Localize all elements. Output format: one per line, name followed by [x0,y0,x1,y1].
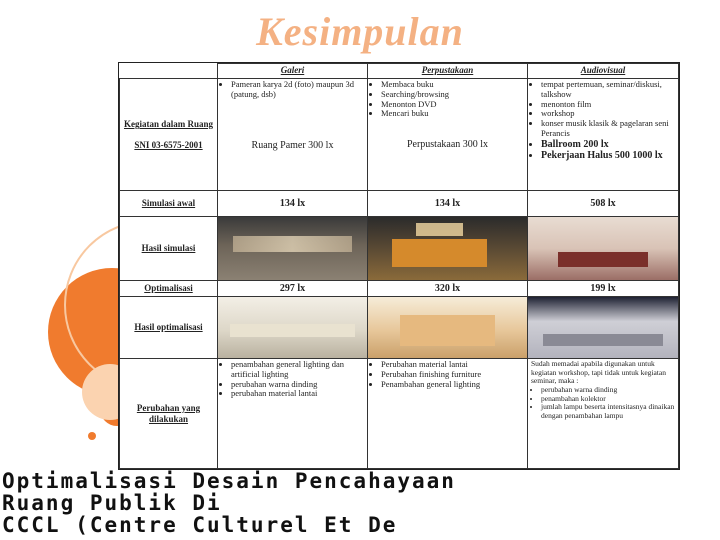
standard-pekerjaan-halus: • Pekerjaan Halus 500 1000 lx [541,150,675,162]
activity-item: • workshop [541,109,675,119]
row-label-change: Perubahan yang dilakukan [120,359,218,469]
activity-label-text: Kegiatan dalam Ruang [123,119,213,130]
activity-item: • Pameran karya 2d (foto) maupun 3d (patung, dsb) [231,80,364,100]
footer-line: Optimalisasi Desain Pencahayaan [2,469,456,493]
change-item: • penambahan general lighting dan artificial lighting [231,360,364,380]
sim-value-audiovisual: 508 lx [528,191,679,217]
sim-value-perpustakaan: 134 lx [368,191,528,217]
cell-activity-perpustakaan [368,79,528,191]
change-item: • perubahan warna dinding [231,380,364,390]
standard-ballroom: • Ballroom 200 lx [541,139,675,151]
render-opt-perpustakaan [368,297,528,359]
activity-item: • Mencari buku [381,109,524,119]
col-header-audiovisual: Audiovisual [528,64,679,79]
row-label-opt: Optimalisasi [120,281,218,297]
render-sim-perpustakaan [368,217,528,281]
corner-cell [120,64,218,79]
activity-item: • menonton film [541,100,675,110]
cell-change-perpustakaan [368,359,528,469]
activity-item: • Searching/browsing [381,90,524,100]
opt-value-perpustakaan: 320 lx [368,281,528,297]
change-item: • perubahan warna dinding [541,386,675,395]
row-label-sim-result: Hasil simulasi [120,217,218,281]
opt-value-audiovisual: 199 lx [528,281,679,297]
render-image [368,297,527,358]
activity-item: • Membaca buku [381,80,524,90]
render-image [218,297,367,358]
change-item: • jumlah lampu beserta intensitasnya dinaikan dengan penambahan lampu [541,403,675,420]
standard-galeri: Ruang Pamer 300 lx [251,139,334,151]
render-sim-audiovisual [528,217,679,281]
standard-perpustakaan: Perpustakaan 300 lx [406,139,489,151]
change-item: • penambahan kolektor [541,395,675,404]
render-image [218,217,367,280]
change-item: • Perubahan material lantai [381,360,524,370]
footer-line: CCCL (Centre Culturel Et De [2,513,398,537]
activity-item: • Menonton DVD [381,100,524,110]
comparison-table-image [118,62,680,470]
row-label-activity [120,79,218,191]
render-sim-galeri [218,217,368,281]
slide-footer [2,470,718,536]
cell-activity-audiovisual [528,79,679,191]
decor-dot [88,432,96,440]
activity-item: • tempat pertemuan, seminar/diskusi, talkshow [541,80,675,100]
sni-label-text: SNI 03-6575-2001 [134,139,203,150]
render-image [528,217,678,280]
cell-change-galeri [218,359,368,469]
opt-value-galeri: 297 lx [218,281,368,297]
col-header-galeri: Galeri [218,64,368,79]
col-header-perpustakaan: Perpustakaan [368,64,528,79]
cell-change-audiovisual [528,359,679,469]
change-item: • perubahan material lantai [231,389,364,399]
slide-title: Kesimpulan [256,9,464,54]
render-opt-galeri [218,297,368,359]
footer-line: Ruang Publik Di [2,491,222,515]
activity-item: • konser musik klasik & pagelaran seni Perancis [541,119,675,139]
cell-activity-galeri [218,79,368,191]
row-label-sim: Simulasi awal [120,191,218,217]
comparison-table [119,63,679,469]
render-image [368,217,527,280]
render-opt-audiovisual [528,297,679,359]
render-image [528,297,678,358]
change-item: • Penambahan general lighting [381,380,524,390]
sim-value-galeri: 134 lx [218,191,368,217]
row-label-opt-result: Hasil optimalisasi [120,297,218,359]
change-note: Sudah memadai apabila digunakan untuk kegiatan workshop, tapi tidak untuk kegiatan seminar, maka : [531,359,666,386]
change-item: • Perubahan finishing furniture [381,370,524,380]
